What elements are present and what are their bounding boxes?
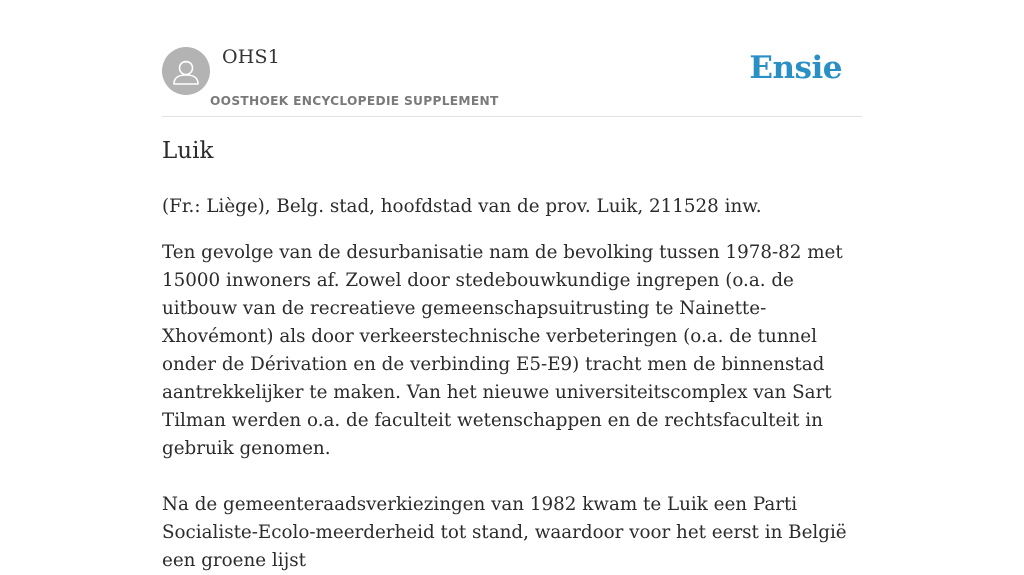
ensie-logo[interactable]: Ensie [749, 50, 842, 86]
article-page [162, 0, 862, 571]
article-header [162, 0, 862, 117]
article-body [162, 239, 862, 575]
user-avatar-icon[interactable] [162, 47, 210, 95]
author-name[interactable]: OHS1 [222, 46, 281, 68]
article-paragraph: Na de gemeenteraadsverkiezingen van 1982 kwam te Luik een Parti Socialiste-Ecolo-meerderheid tot stand, waardoor voor het eerst in België een groene lijst [162, 494, 847, 571]
article-paragraph: Ten gevolge van de desurbanisatie nam de bevolking tussen 1978-82 met 15000 inwoners af. Zowel door stedebouwkundige ingrepen (o.a. de uitbouw van de recreatieve gemeenschapsuitrusting te Nainette-Xhovémont) als door verkeerstechnische verbeteringen (o.a. de tunnel onder de Dérivation en de verbinding E5-E9) tracht men de binnenstad aantrekkelijker te maken. Van het nieuwe universiteitscomplex van Sart Tilman werden o.a. de faculteit wetenschappen en de rechtsfaculteit in gebruik genomen. [162, 242, 843, 459]
article-title: Luik [162, 138, 214, 164]
source-label[interactable]: OOSTHOEK ENCYCLOPEDIE SUPPLEMENT [210, 94, 499, 108]
article-intro: (Fr.: Liège), Belg. stad, hoofdstad van de prov. Luik, 211528 inw. [162, 196, 762, 217]
